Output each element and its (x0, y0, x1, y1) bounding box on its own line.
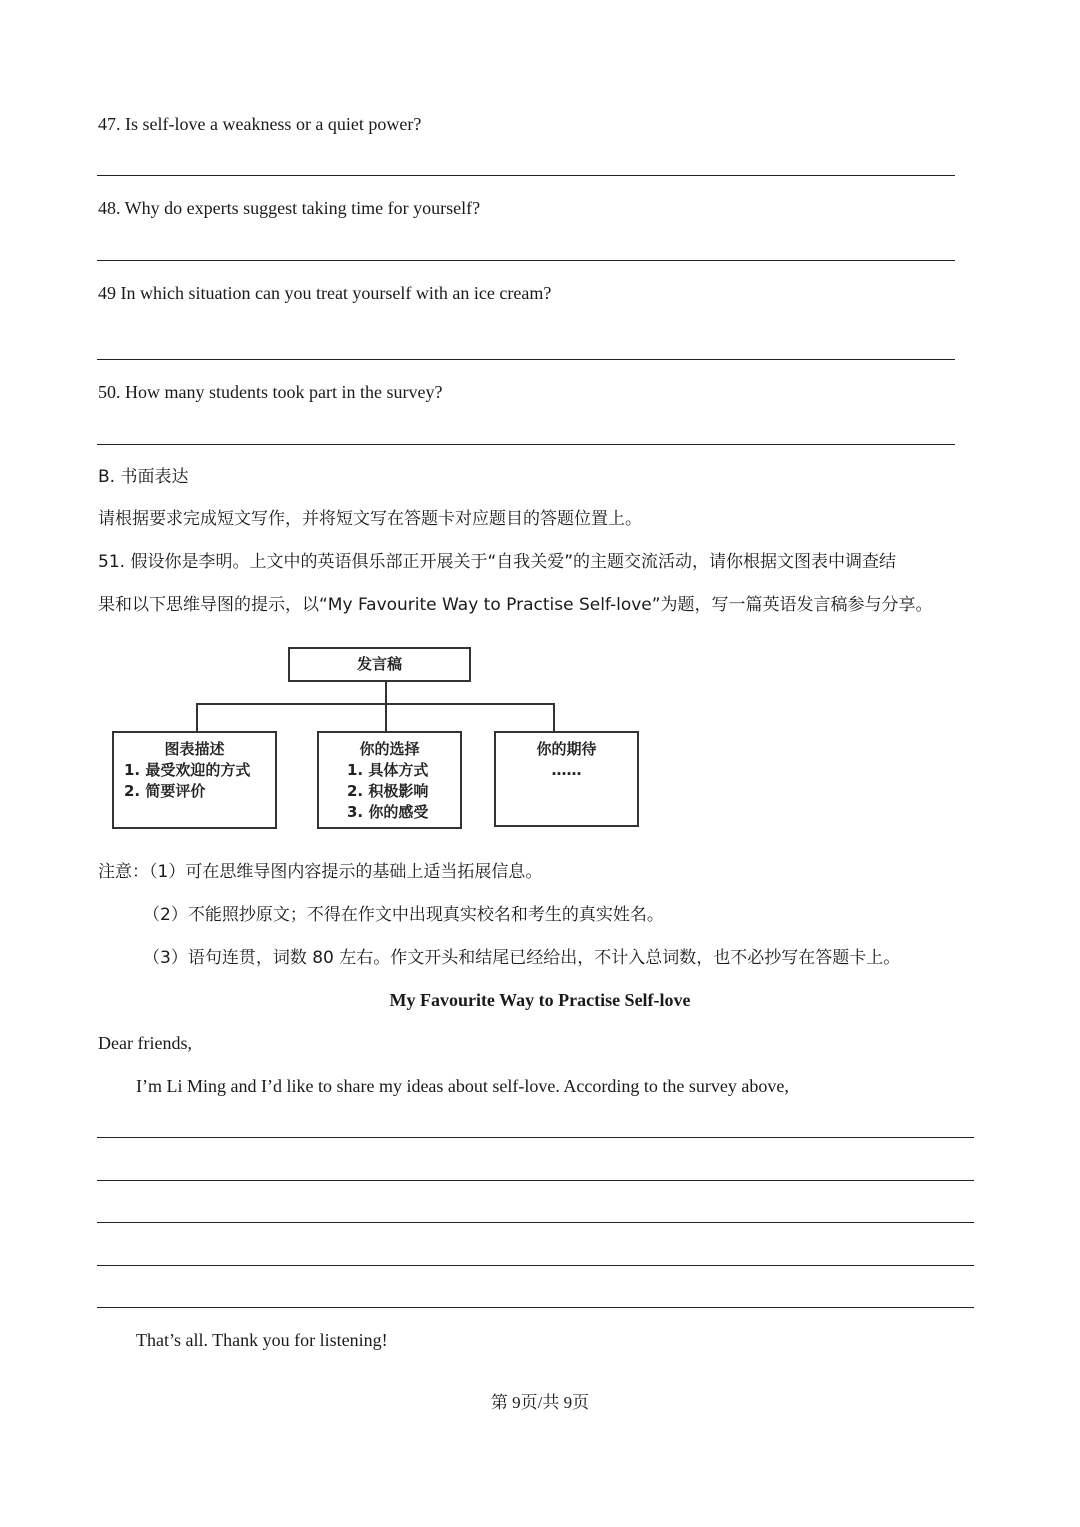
task-description-line1: 51. 假设你是李明。上文中的英语俱乐部正开展关于“自我关爱”的主题交流活动，请你根据文图表中调查结 (98, 552, 897, 572)
box-item: …… (551, 761, 582, 779)
box-item: 3. 你的感受 (347, 803, 429, 821)
essay-greeting: Dear friends, (98, 1033, 192, 1053)
essay-opening: I’m Li Ming and I’d like to share my ideas about self-love. According to the survey above, (136, 1076, 789, 1096)
box-item: 1. 具体方式 (347, 761, 429, 779)
connector-root-stem (385, 682, 387, 704)
mindmap-box-chart-description (112, 731, 277, 829)
question-50: 50. How many students took part in the survey? (98, 382, 443, 402)
box-title: 图表描述 (164, 740, 225, 758)
writing-line-1[interactable] (97, 1137, 974, 1138)
connector-horizontal (196, 703, 555, 705)
writing-line-4[interactable] (97, 1265, 974, 1266)
box-title: 你的期待 (536, 740, 597, 758)
note-2: （2）不能照抄原文；不得在作文中出现真实校名和考生的真实姓名。 (143, 905, 664, 925)
mindmap-root-label: 发言稿 (356, 655, 402, 673)
answer-line-48[interactable] (97, 260, 955, 261)
answer-line-50[interactable] (97, 444, 955, 445)
connector-right (553, 703, 555, 732)
box-item: 1. 最受欢迎的方式 (124, 761, 251, 779)
box-item: 2. 简要评价 (124, 782, 206, 800)
question-49: 49 In which situation can you treat yourself with an ice cream? (98, 283, 552, 303)
writing-line-3[interactable] (97, 1222, 974, 1223)
note-3: （3）语句连贯，词数 80 左右。作文开头和结尾已经给出，不计入总词数，也不必抄写在答题卡上。 (143, 948, 901, 968)
question-48: 48. Why do experts suggest taking time for yourself? (98, 198, 481, 218)
writing-line-2[interactable] (97, 1180, 974, 1181)
mindmap-root (288, 647, 471, 682)
box-item: 2. 积极影响 (347, 782, 429, 800)
mindmap-box-your-choice (317, 731, 462, 829)
connector-left (196, 703, 198, 732)
connector-middle (385, 703, 387, 732)
page-number: 第 9页/共 9页 (490, 1393, 590, 1412)
essay-closing: That’s all. Thank you for listening! (136, 1330, 388, 1350)
question-47: 47. Is self-love a weakness or a quiet power? (98, 114, 422, 134)
section-b-instruction: 请根据要求完成短文写作，并将短文写在答题卡对应题目的答题位置上。 (98, 509, 642, 529)
section-b-heading: B. 书面表达 (98, 467, 189, 487)
note-1: 注意：（1）可在思维导图内容提示的基础上适当拓展信息。 (98, 862, 543, 882)
task-description-line2: 果和以下思维导图的提示，以“My Favourite Way to Practise Self-love”为题，写一篇英语发言稿参与分享。 (98, 595, 933, 615)
answer-line-47[interactable] (97, 175, 955, 176)
mindmap-box-expectation (494, 731, 639, 827)
answer-line-49[interactable] (97, 359, 955, 360)
writing-line-5[interactable] (97, 1307, 974, 1308)
box-title: 你的选择 (359, 740, 420, 758)
essay-title: My Favourite Way to Practise Self-love (389, 990, 691, 1010)
